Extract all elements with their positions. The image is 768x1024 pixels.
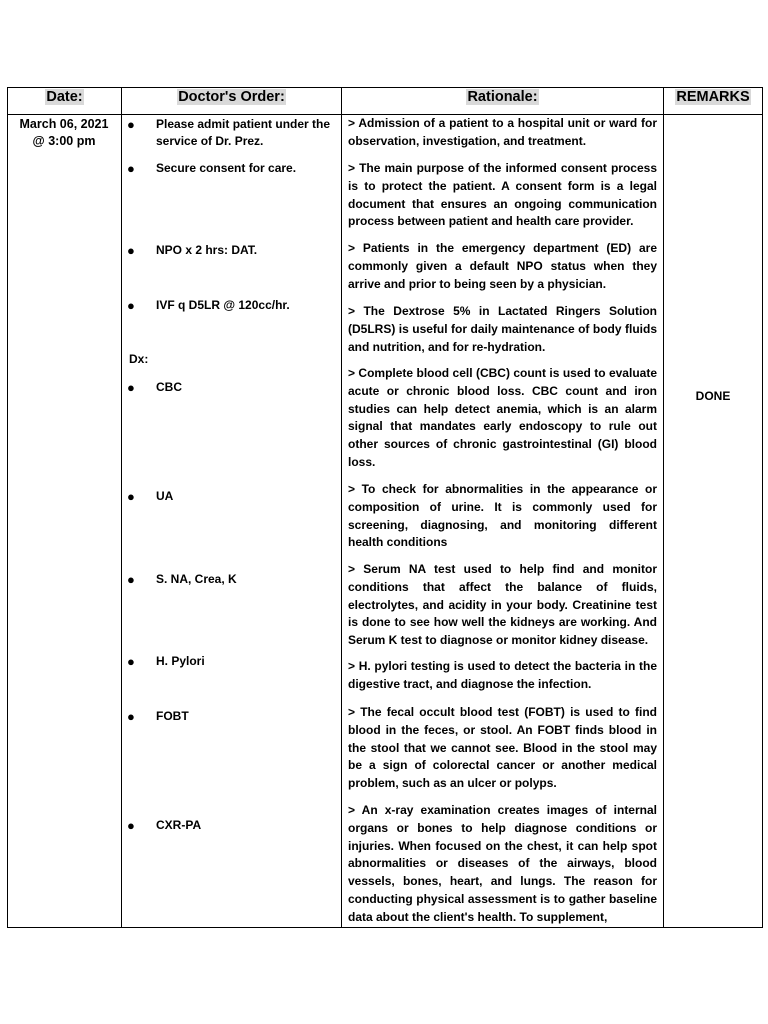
rationale-text: > The main purpose of the informed consent process is to protect the patient. A consent form is a legal document that ensures an ongoing communication process between patient and health care provider. — [348, 161, 657, 229]
rationale-text: > The fecal occult blood test (FOBT) is used to find blood in the feces, or stool. An FOBT finds blood in the stool that we cannot see. Blood in the stool may be a sign of colorectal cancer or another medical problem, such as an ulcer or polyps. — [348, 705, 657, 791]
bullet-icon: ● — [127, 380, 135, 395]
order-item — [127, 817, 341, 834]
order-text: NPO x 2 hrs: DAT. — [156, 243, 258, 257]
order-item — [127, 488, 341, 505]
order-item — [127, 379, 341, 396]
bullet-icon: ● — [127, 298, 135, 313]
order-text: Secure consent for care. — [156, 161, 297, 175]
bullet-icon: ● — [127, 243, 135, 258]
order-item — [127, 160, 341, 177]
order-item — [127, 708, 341, 725]
column-divider — [341, 87, 342, 928]
bullet-icon: ● — [127, 572, 135, 587]
order-text: CXR-PA — [156, 818, 202, 832]
rationale-text: > An x-ray examination creates images of internal organs or bones to help diagnose conditions or injuries. When focused on the chest, it can help spot abnormalities or diseases of the airways, blood vessels, bones, heart, and lungs. The reason for conducting physical assessment is to gather baseline data about the client's health. To supplement, — [348, 803, 657, 924]
order-item — [127, 653, 341, 670]
order-item — [127, 116, 341, 150]
order-date-time: @ 3:00 pm — [32, 134, 96, 148]
remark-status: DONE — [695, 389, 731, 403]
bullet-icon: ● — [127, 654, 135, 669]
dx-label: Dx: — [129, 352, 149, 366]
rationale-text: > Patients in the emergency department (ED) are commonly given a default NPO status when they arrive and prior to being seen by a physician. — [348, 241, 657, 291]
header-date: Date: — [46, 89, 83, 105]
header-remarks: REMARKS — [676, 89, 750, 105]
rationale-text: > Serum NA test used to help find and monitor conditions that affect the balance of fluids, electrolytes, and acidity in your body. Creatinine test is done to see how well the kidneys are working. And Serum K test to diagnose or monitor kidney disease. — [348, 562, 657, 648]
bullet-icon: ● — [127, 818, 135, 833]
rationale-text: > H. pylori testing is used to detect the bacteria in the digestive tract, and diagnose the infection. — [348, 659, 657, 691]
order-text: Please admit patient under the service of Dr. Prez. — [156, 117, 331, 148]
rationale-text: > The Dextrose 5% in Lactated Ringers Solution (D5LRS) is useful for daily maintenance of body fluids and nutrition, and for re-hydration. — [348, 304, 657, 354]
header-doctors-order: Doctor's Order: — [178, 89, 285, 105]
rationale-text: > To check for abnormalities in the appearance or composition of urine. It is commonly used for screening, diagnosing, and monitoring different health conditions — [348, 482, 657, 550]
order-text: UA — [156, 489, 174, 503]
order-date — [10, 116, 118, 150]
order-text: H. Pylori — [156, 654, 205, 668]
order-date-day: March 06, 2021 — [19, 117, 109, 131]
header-rationale: Rationale: — [467, 89, 538, 105]
order-text: CBC — [156, 380, 182, 394]
order-text: S. NA, Crea, K — [156, 572, 237, 586]
column-divider — [121, 87, 122, 928]
order-text: FOBT — [156, 709, 189, 723]
order-item — [127, 571, 341, 588]
order-item — [127, 297, 341, 314]
order-text: IVF q D5LR @ 120cc/hr. — [156, 298, 290, 312]
bullet-icon: ● — [127, 489, 135, 504]
column-divider — [663, 87, 664, 928]
rationale-text: > Complete blood cell (CBC) count is used to evaluate acute or chronic blood loss. CBC count and iron studies can help detect anemia, which is an alarm signal that mandates early endoscopy to rule out other sources of chronic gastrointestinal (GI) blood loss. — [348, 366, 657, 469]
bullet-icon: ● — [127, 709, 135, 724]
bullet-icon: ● — [127, 161, 135, 176]
rationale-text: > Admission of a patient to a hospital unit or ward for observation, investigation, and treatment. — [348, 116, 657, 148]
bullet-icon: ● — [127, 117, 135, 132]
order-item — [127, 242, 341, 259]
